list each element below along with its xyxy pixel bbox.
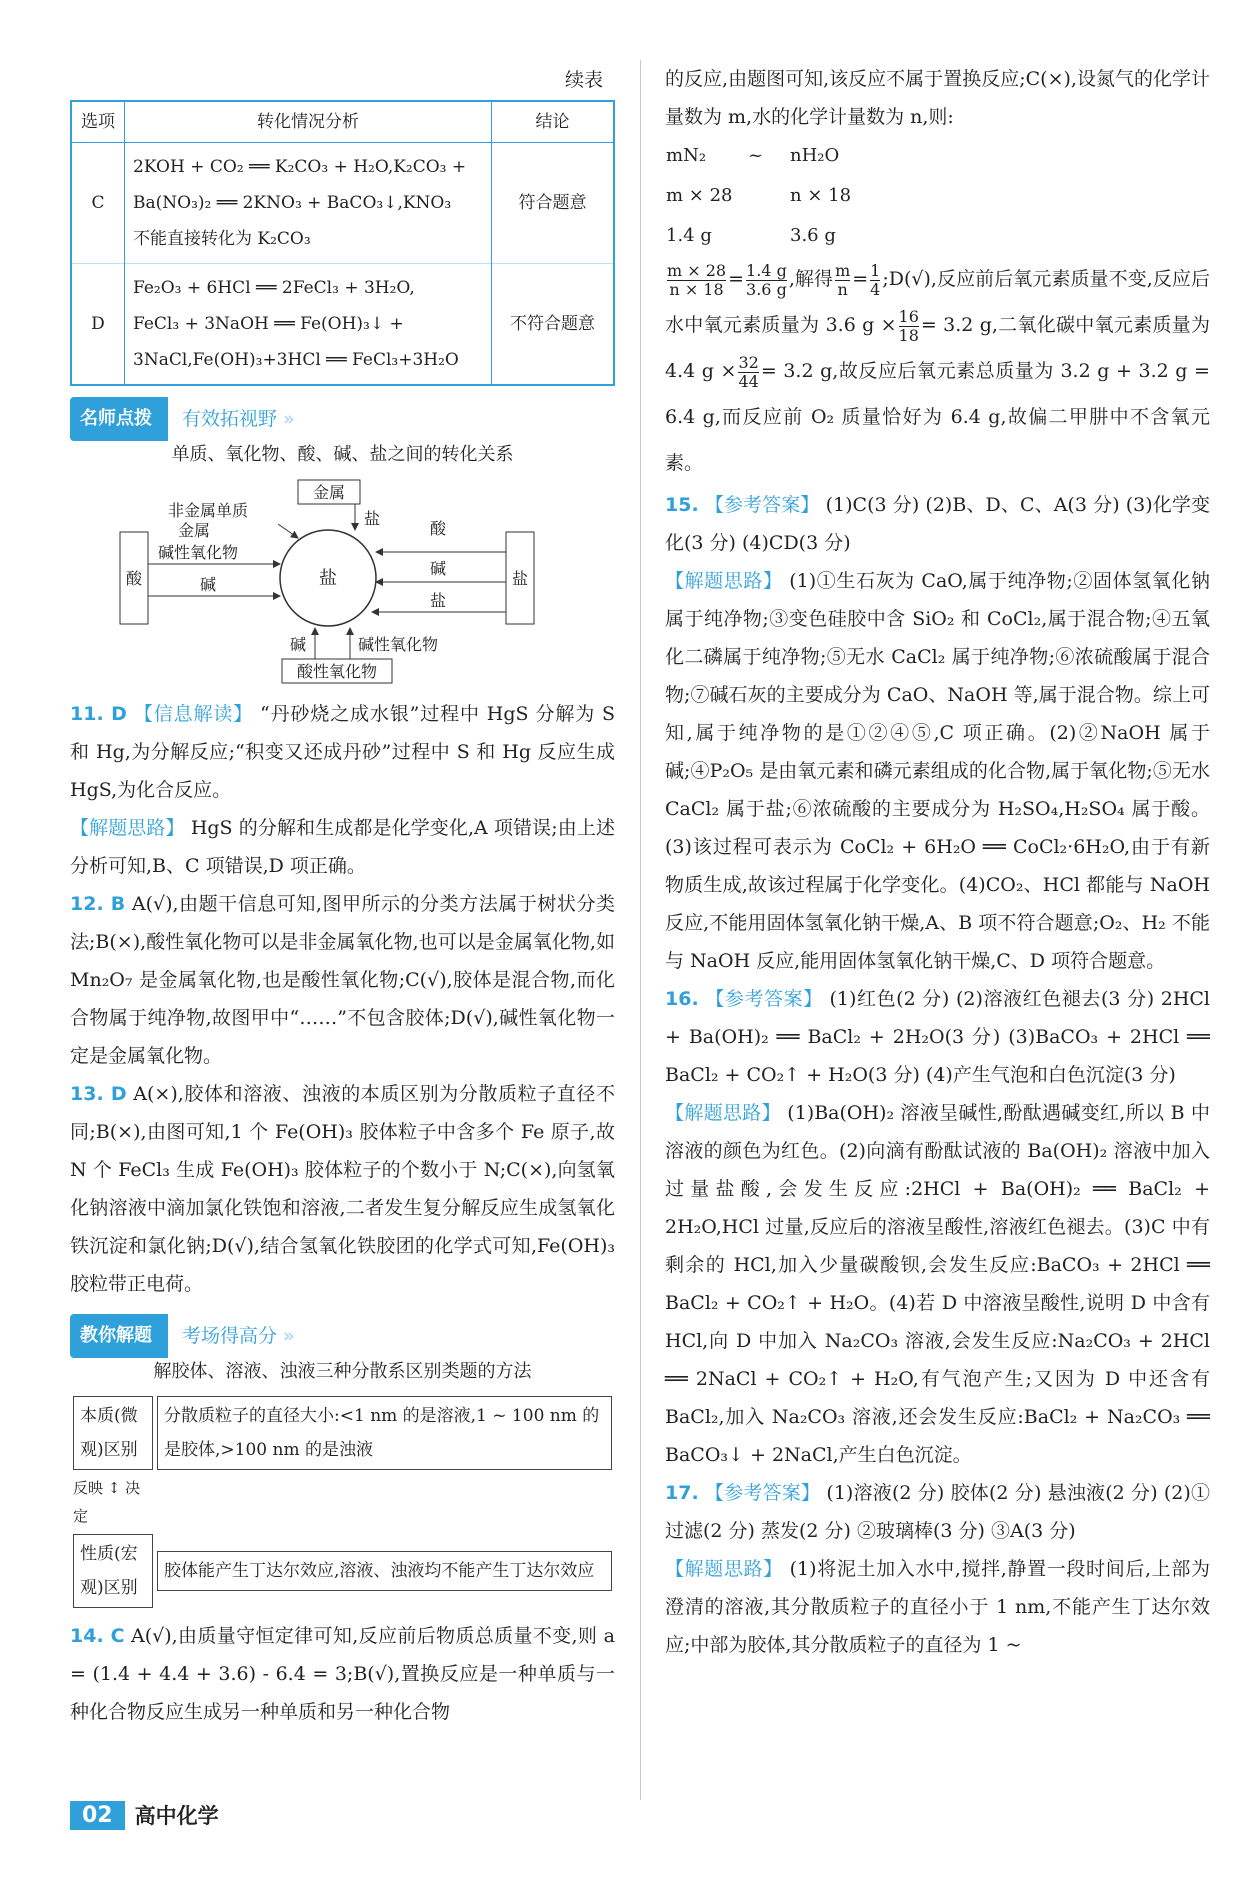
teach-banner <box>70 1319 615 1353</box>
calc-cell <box>747 216 789 256</box>
q14-d2: = 3.2 g,二氧化碳中氧元素质量为 4.4 g × <box>665 314 1211 382</box>
left-column <box>70 60 615 1731</box>
frac-num: m × 28 <box>667 260 727 280</box>
q14-solve: ,解得 <box>788 268 834 290</box>
chevron-right-icon: » <box>283 408 295 430</box>
q17-answer-label: 【参考答案】 <box>704 1482 821 1504</box>
box-property-difference: 性质(宏观)区别 <box>73 1534 153 1608</box>
q15-idea-text: (1)①生石灰为 CaO,属于纯净物;②固体氢氧化钠属于纯净物;③变色硅胶中含 SiO₂ 和 CoCl₂,属于混合物;④五氧化二磷属于纯净物;⑤无水 CaCl₂ 属于纯净物;⑥浓硫酸属于混合物;⑦碱石灰的主要成分为 CaO、NaOH 等,属于混合物。综上可知,属于纯净物的是①②④⑤,C 项正确。(2)②NaOH 属于碱;④P₂O₅ 是由氧元素和磷元素组成的化合物,属于氧化物;⑤无水 CaCl₂ 属于盐;⑥浓硫酸的主要成分为 H₂SO₄,H₂SO₄ 属于酸。(3)该过程可表示为 CoCl₂ + 6H₂O ══ CoCl₂·6H₂O,由于有新物质生成,故该过程属于化学变化。(4)CO₂、HCl 都能与 NaOH 反应,不能用固体氢氧化钠干燥,A、B 项不符合题意;O₂、H₂ 不能与 NaOH 反应,能用固体氢氧化钠干燥,C、D 项符合题意。 <box>665 570 1210 972</box>
q13-text: A(×),胶体和溶液、浊液的本质区别为分散质粒子直径不同;B(×),由图可知,1 个 Fe(OH)₃ 胶体粒子中含多个 Fe 原子,故 N 个 FeCl₃ 生成 Fe(OH)₃ 胶体粒子的个数小于 N;C(×),向氢氧化钠溶液中滴加氯化铁饱和溶液,二者发生复分解反应生成氢氧化铁沉淀和氯化钠;D(√),结合氢氧化铁胶团的化学式可知,Fe(OH)₃ 胶粒带正电荷。 <box>70 1083 615 1295</box>
q17-idea <box>665 1550 1210 1664</box>
frac-num: 32 <box>738 352 759 372</box>
frac-num: 1 <box>870 260 881 280</box>
relation-right: 决定 <box>73 1479 141 1525</box>
box-acid-left-label: 酸 <box>125 569 143 588</box>
row-analysis <box>125 264 492 386</box>
analysis-line: 不能直接转化为 K₂CO₃ <box>133 229 311 249</box>
frac-den: n × 18 <box>669 279 724 299</box>
double-arrow-icon: ↕ <box>107 1479 121 1497</box>
header-analysis: 转化情况分析 <box>125 101 492 143</box>
q16-idea <box>665 1094 1210 1474</box>
q11-info-label: 【信息解读】 <box>133 703 254 725</box>
label-nonmetal: 非金属单质 <box>168 501 249 520</box>
table-row <box>71 143 614 264</box>
frac-num: m <box>835 260 851 280</box>
analysis-line: 2KOH + CO₂ ══ K₂CO₃ + H₂O,K₂CO₃ + <box>133 157 467 177</box>
q16-number: 16. <box>665 988 699 1010</box>
fraction <box>738 354 758 391</box>
method-title: 解胶体、溶液、浊液三种分散系区别类题的方法 <box>153 1361 532 1382</box>
conversion-table <box>70 100 615 386</box>
q11-info-text: “丹砂烧之成水银”过程中 HgS 分解为 S 和 Hg,为分解反应;“积变又还成丹砂”过程中 S 和 Hg 反应生成 HgS,为化合反应。 <box>70 703 615 801</box>
q13-block <box>70 1075 615 1303</box>
calc-cell: ~ <box>748 145 764 166</box>
tip-banner-tag: 名师点拨 <box>70 397 168 441</box>
method-flow <box>70 1393 615 1611</box>
row-result: 不符合题意 <box>492 264 615 386</box>
frac-num: 16 <box>898 306 919 326</box>
diagram-title: 单质、氧化物、酸、碱、盐之间的转化关系 <box>171 444 514 465</box>
q14-text-left: A(√),由质量守恒定律可知,反应前后物质总质量不变,则 a = (1.4 + 4.4 + 3.6) - 6.4 = 3;B(√),置换反应是一种单质与一种化合物反应生成另一种单质和另一种化合物 <box>70 1625 616 1723</box>
fraction <box>746 262 787 299</box>
q12-text: A(√),由题干信息可知,图甲所示的分类方法属于树状分类法;B(×),酸性氧化物可以是非金属氧化物,也可以是金属氧化物,如 Mn₂O₇ 是金属氧化物,也是酸性氧化物;C(√),胶体是混合物,而化合物属于纯净物,故图甲中“……”不包含胶体;D(√),碱性氧化物一定是金属氧化物。 <box>70 893 615 1067</box>
property-difference-desc: 胶体能产生丁达尔效应,溶液、浊液均不能产生丁达尔效应 <box>157 1551 612 1591</box>
label-base-bottom: 碱 <box>290 635 307 654</box>
calc-cell: n × 18 <box>790 185 852 206</box>
q14-continued: 的反应,由题图可知,该反应不属于置换反应;C(×),设氮气的化学计量数为 m,水的化学计量数为 n,则: <box>665 68 1210 128</box>
label-salt-right: 盐 <box>430 591 447 610</box>
q17-idea-text: (1)将泥土加入水中,搅拌,静置一段时间后,上部为澄清的溶液,其分散质粒子的直径小于 1 nm,不能产生丁达尔效应;中部为胶体,其分散质粒子的直径为 1 ~ <box>665 1558 1210 1656</box>
q16-idea-label: 【解题思路】 <box>665 1102 781 1124</box>
arrow <box>278 524 298 538</box>
column-divider <box>640 60 641 1800</box>
calc-cell: m × 28 <box>666 185 733 206</box>
teach-banner-sub: 考场得高分 <box>182 1325 278 1347</box>
label-basic-oxide: 碱性氧化物 <box>158 543 239 562</box>
teach-banner-tag: 教你解题 <box>70 1314 168 1358</box>
analysis-line: Ba(NO₃)₂ ══ 2KNO₃ + BaCO₃↓,KNO₃ <box>133 193 452 213</box>
q14-d1: ;D(√),反应前后氧元素质量不变,反应后水中氧元素质量为 3.6 g × <box>665 268 1210 336</box>
box-metal-label: 金属 <box>312 483 346 502</box>
q16-answer <box>665 980 1210 1094</box>
label-acid-right: 酸 <box>430 519 447 538</box>
calc-cell: nH₂O <box>790 145 840 166</box>
header-result: 结论 <box>492 101 615 143</box>
q15-idea-label: 【解题思路】 <box>665 570 783 592</box>
q15-answer-text: (1)C(3 分) (2)B、D、C、A(3 分) (3)化学变化(3 分) (4)CD(3 分) <box>665 494 1210 554</box>
calc-cell: mN₂ <box>666 145 707 166</box>
essential-difference-desc: 分散质粒子的直径大小:<1 nm 的是溶液,1 ~ 100 nm 的是胶体,>100 nm 的是浊液 <box>157 1396 612 1470</box>
right-column <box>665 60 1210 1664</box>
q12-number: 12. B <box>70 893 126 915</box>
conversion-diagram <box>110 474 580 689</box>
calc-cell: 1.4 g <box>666 225 712 246</box>
label-base-left: 碱 <box>200 575 217 594</box>
q17-number: 17. <box>665 1482 699 1504</box>
relation-link <box>72 1473 154 1531</box>
fraction <box>667 262 726 299</box>
analysis-line: Fe₂O₃ + 6HCl ══ 2FeCl₃ + 3H₂O, <box>133 278 415 298</box>
label-metal: 金属 <box>178 521 211 540</box>
q11-number: 11. D <box>70 703 127 725</box>
q14-number: 14. C <box>70 1625 125 1647</box>
label-base-right: 碱 <box>430 559 447 578</box>
analysis-line: FeCl₃ + 3NaOH ══ Fe(OH)₃↓ + <box>133 314 404 334</box>
q13-number: 13. D <box>70 1083 127 1105</box>
q17-answer-text: (1)溶液(2 分) 胶体(2 分) 悬浊液(2 分) (2)①过滤(2 分) 蒸发(2 分) ②玻璃棒(3 分) ③A(3 分) <box>665 1482 1210 1542</box>
box-acidic-oxide-label: 酸性氧化物 <box>296 662 378 681</box>
subject-name: 高中化学 <box>134 1804 219 1828</box>
relation-left: 反映 <box>73 1479 104 1497</box>
frac-den: n <box>837 279 848 299</box>
q15-idea <box>665 562 1210 980</box>
q14-block <box>70 1617 615 1731</box>
table-continued-label: 续表 <box>564 69 603 91</box>
calc-cell <box>747 176 789 216</box>
tip-banner-sub: 有效拓视野 <box>182 408 278 430</box>
q11-block <box>70 695 615 809</box>
q14-calc-table <box>665 136 852 256</box>
row-result: 符合题意 <box>492 143 615 264</box>
row-option: D <box>71 264 125 386</box>
page-number: 02 <box>70 1801 125 1830</box>
frac-den: 3.6 g <box>746 279 787 299</box>
q15-answer <box>665 486 1210 562</box>
q17-answer <box>665 1474 1210 1550</box>
table-header-row <box>71 101 614 143</box>
q15-number: 15. <box>665 494 699 516</box>
row-option: C <box>71 143 125 264</box>
q16-answer-label: 【参考答案】 <box>705 988 823 1010</box>
frac-den: 18 <box>898 325 919 345</box>
center-salt-label: 盐 <box>319 568 337 589</box>
q15-answer-label: 【参考答案】 <box>704 494 820 516</box>
q11-idea-label: 【解题思路】 <box>70 817 185 839</box>
calc-cell: 3.6 g <box>790 225 836 246</box>
fraction <box>870 262 880 299</box>
q14-d3: = 3.2 g,故反应后氧元素总质量为 3.2 g + 3.2 g = 6.4 g,而反应前 O₂ 质量恰好为 6.4 g,故偏二甲肼中不含氧元素。 <box>665 360 1210 474</box>
q11-idea-text: HgS 的分解和生成都是化学变化,A 项错误;由上述分析可知,B、C 项错误,D 项正确。 <box>70 817 615 877</box>
label-basic-oxide-bottom: 碱性氧化物 <box>358 635 439 654</box>
q16-idea-text: (1)Ba(OH)₂ 溶液呈碱性,酚酞遇碱变红,所以 B 中溶液的颜色为红色。(2)向滴有酚酞试液的 Ba(OH)₂ 溶液中加入过量盐酸,会发生反应:2HCl + Ba(OH)₂ ══ BaCl₂ + 2H₂O,HCl 过量,反应后的溶液呈酸性,溶液红色褪去。(3)C 中有剩余的 HCl,加入少量碳酸钡,会发生反应:BaCO₃ + 2HCl ══ BaCl₂ + CO₂↑ + H₂O。(4)若 D 中溶液呈酸性,说明 D 中含有 HCl,向 D 中加入 Na₂CO₃ 溶液,会发生反应:Na₂CO₃ + 2HCl ══ 2NaCl + CO₂↑ + H₂O,有气泡产生;又因为 D 中还含有 BaCl₂,加入 Na₂CO₃ 溶液,还会发生反应:BaCl₂ + Na₂CO₃ ══ BaCO₃↓ + 2NaCl,产生白色沉淀。 <box>665 1102 1210 1466</box>
row-analysis <box>125 143 492 264</box>
fraction <box>899 308 919 345</box>
analysis-line: 3NaCl,Fe(OH)₃+3HCl ══ FeCl₃+3H₂O <box>133 350 459 370</box>
table-row <box>71 264 614 386</box>
frac-den: 44 <box>738 371 759 391</box>
q14-ratio: $\frac{m \times 28}{n \times 18}$ = $\frac{1.4 g}{3.6 g}$ ,解得 $\frac{m}{n}$ = $\frac{1}{4}$ ;D(√),反应前后氧元素质量不变,反应后水中氧元素质量为 3.6 g × $\frac{16}{18}$ = 3.2 g,二氧化碳中氧元素质量为 4.4 g × $\frac{32}{44}$ = 3.2 g,故反应后氧元素总质量为 3.2 g + 3.2 g = 6.4 g,而反应前 O₂ 质量恰好为 6.4 g,故偏二甲肼中不含氧元素。 <box>665 260 1211 474</box>
box-essential-difference: 本质(微观)区别 <box>73 1396 153 1470</box>
q11-idea <box>70 809 615 885</box>
box-salt-right-label: 盐 <box>511 569 529 588</box>
header-option: 选项 <box>71 101 125 143</box>
q12-block <box>70 885 615 1075</box>
q17-idea-label: 【解题思路】 <box>665 1558 783 1580</box>
tip-banner <box>70 402 615 436</box>
label-salt-top: 盐 <box>364 509 381 528</box>
frac-num: 1.4 g <box>746 260 787 280</box>
page-footer <box>70 1800 219 1830</box>
frac-den: 4 <box>870 279 881 299</box>
q16-answer-text: (1)红色(2 分) (2)溶液红色褪去(3 分) 2HCl + Ba(OH)₂ ══ BaCl₂ + 2H₂O(3 分) (3)BaCO₃ + 2HCl ══ BaCl₂ + CO₂↑ + H₂O(3 分) (4)产生气泡和白色沉淀(3 分) <box>665 988 1211 1086</box>
chevron-right-icon: » <box>283 1325 295 1347</box>
fraction <box>835 262 850 299</box>
